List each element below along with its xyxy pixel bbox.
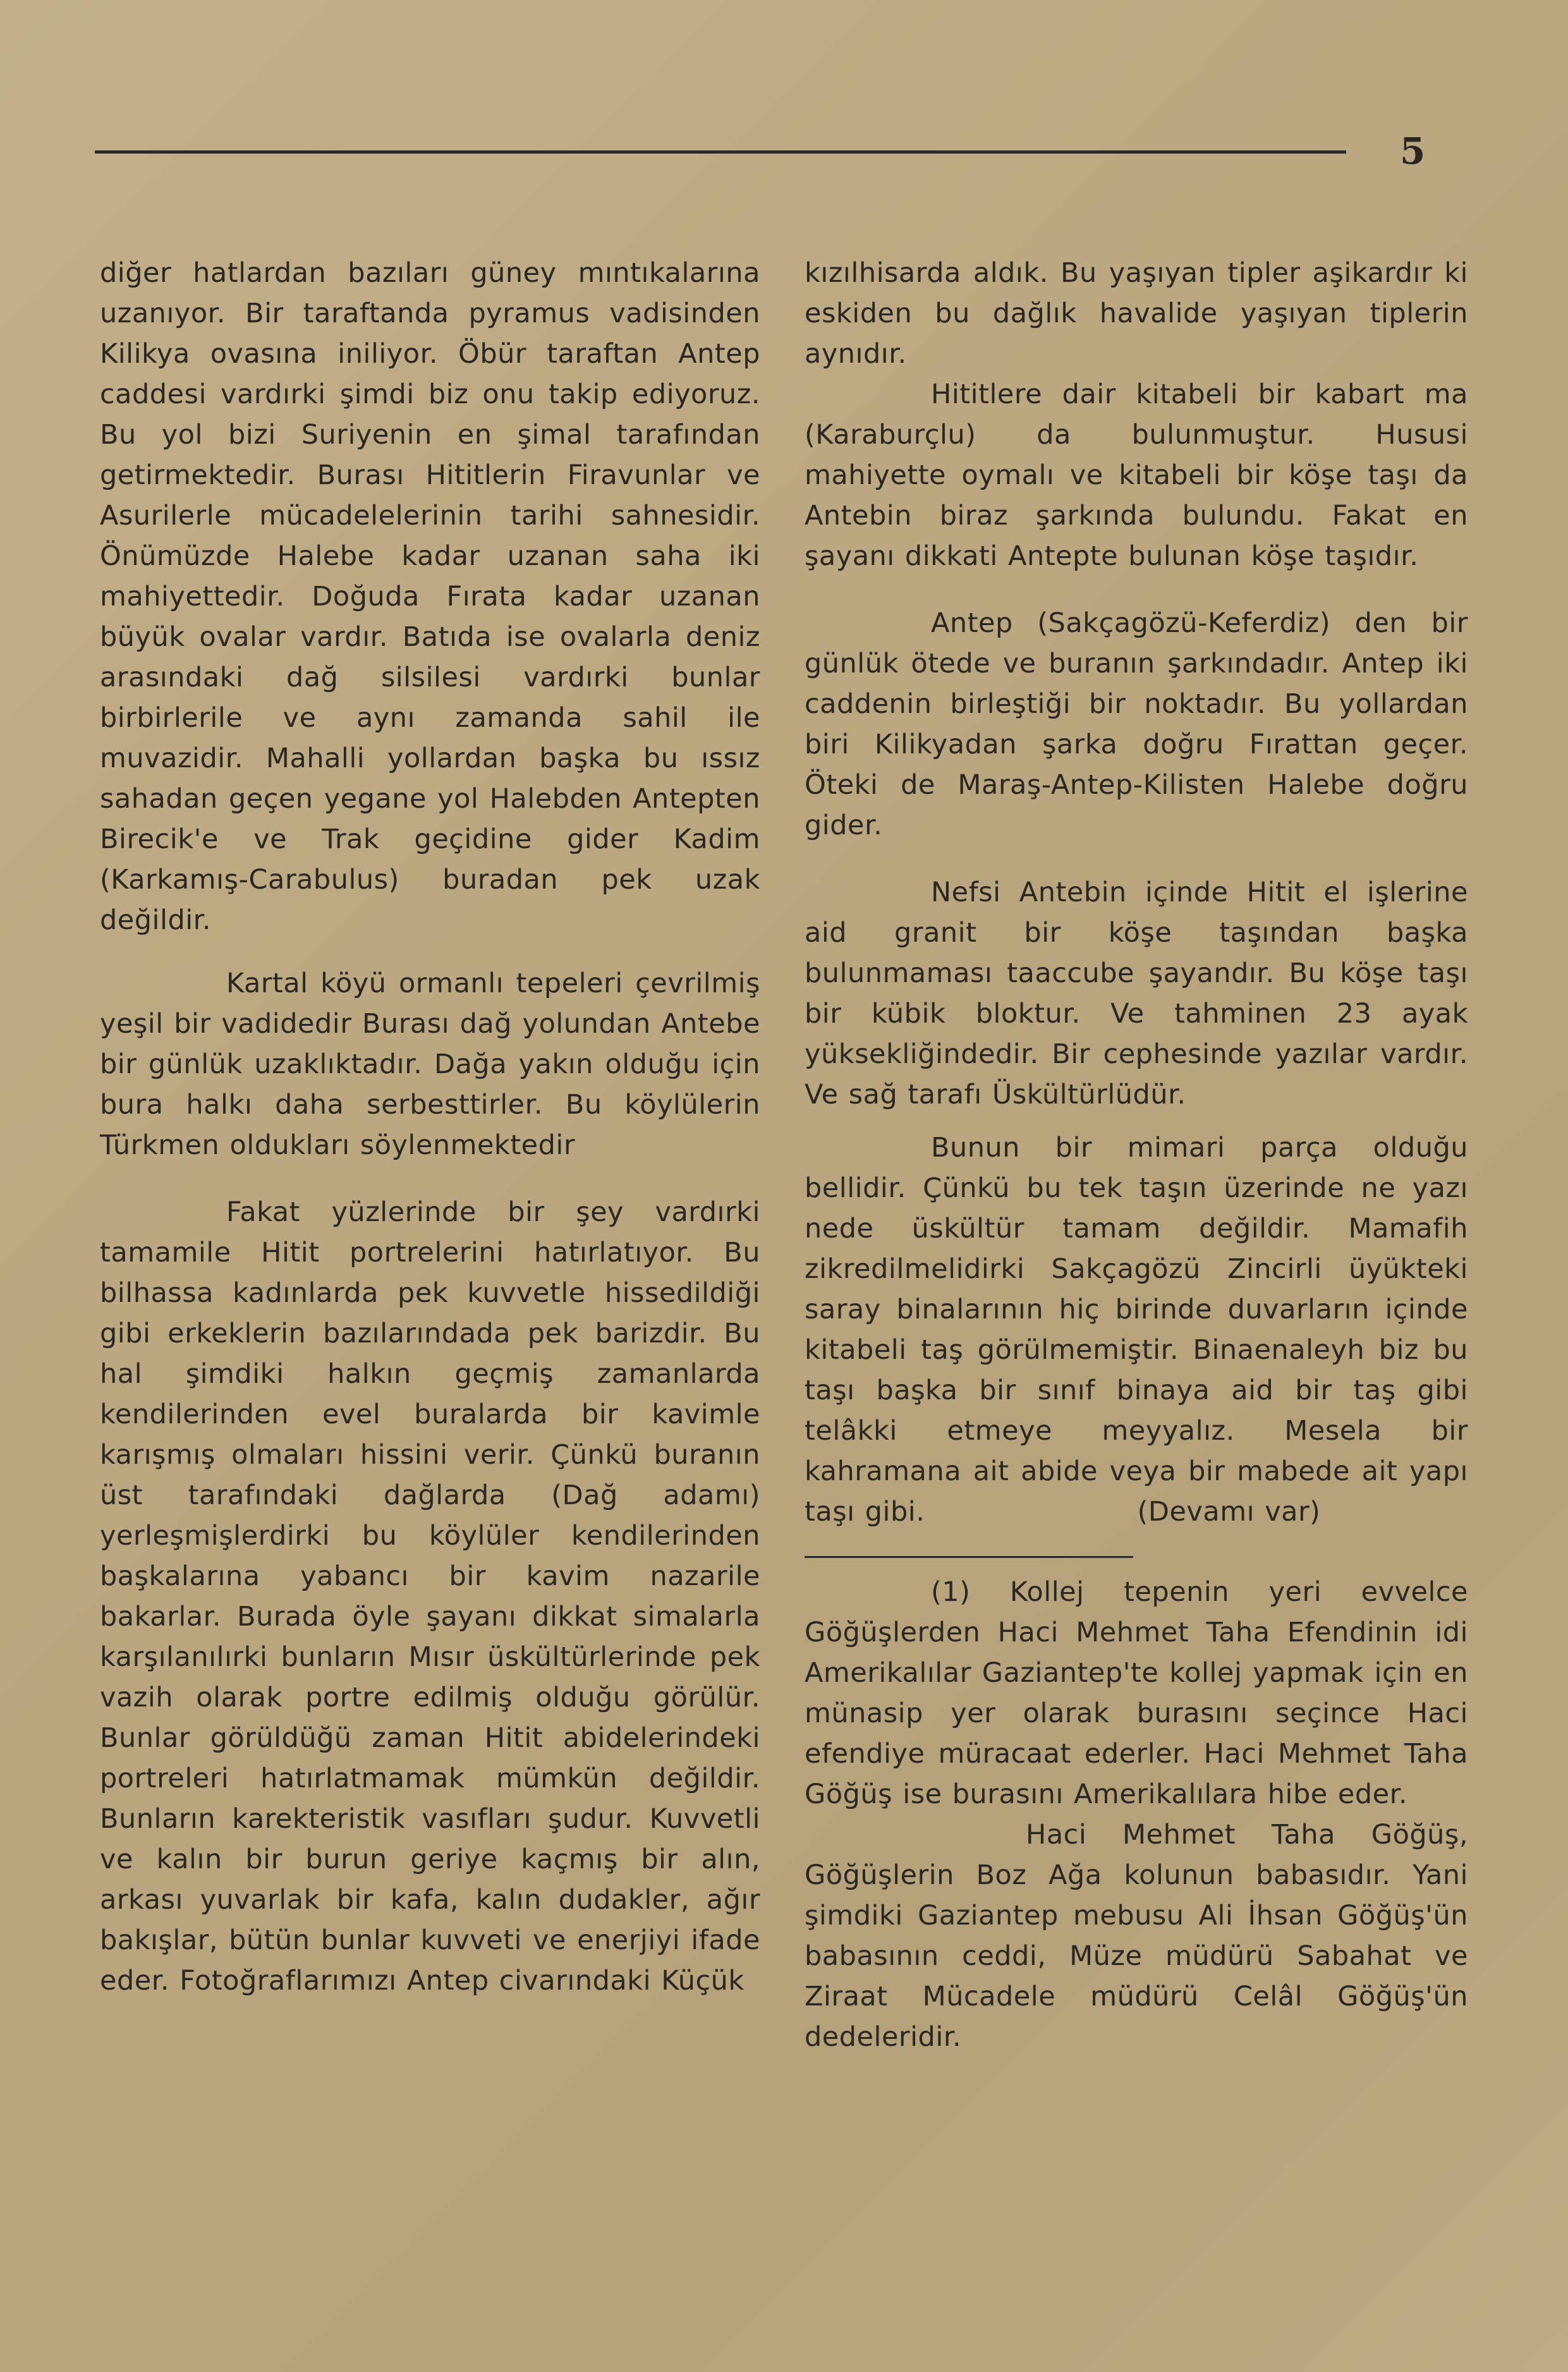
footnote-signature: Haci Mehmet Taha Göğüş, Göğüşlerin Boz Ağa kolunun babasıdır. Yani şimdiki Gaziantep mebusu Ali İhsan Göğüş'ün babasının ceddi, Müze müdürü Sabahat ve Ziraat Mücadele müdürü Celâl Göğüş'ün dedeleridir. bbox=[805, 1819, 1468, 2053]
paragraph: Nefsi Antebin içinde Hitit el işlerine aid granit bir köşe taşından başka bulunmaması taaccube şayandır. Bu köşe taşı bir kübik bloktur. Ve tahminen 23 ayak yüksekliğindedir. Bir cephesinde yazılar vardır. Ve sağ tarafı Üskültürlüdür. bbox=[805, 877, 1468, 1110]
paragraph: kızılhisarda aldık. Bu yaşıyan tipler aşikardır ki eskiden bu dağlık havalide yaşıyan tiplerin aynıdır. bbox=[805, 257, 1468, 370]
paragraph: diğer hatlardan bazıları güney mıntıkalarına uzanıyor. Bir taraftanda pyramus vadisinden Kilikya ovasına iniliyor. Öbür taraftan Antep caddesi vardırki şimdi biz onu takip ediyoruz. Bu yol bizi Suriyenin en şimal tarafından getirmektedir. Burası Hititlerin Firavunlar ve Asurilerle mücadelelerinin tarihi sahnesidir. Önümüzde Halebe kadar uzanan saha iki mahiyettedir. Doğuda Fırata kadar uzanan büyük ovalar vardır. Batıda ise ovalarla deniz arasındaki dağ silsilesi vardırki bunlar birbirlerile ve aynı zamanda sahil ile muvazidir. Mahalli yollardan başka bu ıssız sahadan geçen yegane yol Halebden Antepten Birecik'e ve Trak geçidine gider Kadim (Karkamış-Carabulus) buradan pek uzak değildir. bbox=[100, 257, 760, 936]
footnote: (1) Kollej tepenin yeri evvelce Göğüşlerden Haci Mehmet Taha Efendinin idi Amerikalılar Gaziantep'te kollej yapmak için en münasip yer olarak burasını seçince Haci efendiye müracaat ederler. Haci Mehmet Taha Göğüş ise burasını Amerikalılara hibe eder. bbox=[805, 1576, 1468, 1810]
page-number: 5 bbox=[1400, 130, 1426, 173]
right-column bbox=[805, 253, 1468, 2057]
header-rule bbox=[95, 150, 1346, 154]
paragraph: Bunun bir mimari parça olduğu bellidir. Çünkü bu tek taşın üzerinde ne yazı nede üskültür tamam değildir. Mamafih zikredilmelidirki Sakçagözü Zincirli üyükteki saray binalarının hiç birinde duvarların içinde kitabeli taş görülmemiştir. Binaenaleyh biz bu taşı başka bir sınıf binaya aid bir taş gibi telâkki etmeye meyyalız. Mesela bir kahramana ait abide veya bir mabede ait yapı taşı gibi. bbox=[805, 1132, 1468, 1528]
left-column bbox=[100, 253, 760, 2001]
continued-note: (Devamı var) bbox=[1137, 1496, 1321, 1528]
paragraph: Hititlere dair kitabeli bir kabart ma (Karaburçlu) da bulunmuştur. Hususi mahiyette oymalı ve kitabeli bir köşe taşı da Antebin biraz şarkında bulundu. Fakat en şayanı dikkati Antepte bulunan köşe taşıdır. bbox=[805, 379, 1468, 572]
paragraph: Fakat yüzlerinde bir şey vardırki tamamile Hitit portrelerini hatırlatıyor. Bu bilhassa kadınlarda pek kuvvetle hissedildiği gibi erkeklerin bazılarındada pek barizdir. Bu hal şimdiki halkın geçmiş zamanlarda kendilerinden evel buralarda bir kavimle karışmış olmaları hissini verir. Çünkü buranın üst tarafındaki dağlarda (Dağ adamı) yerleşmişlerdirki bu köylüler kendilerinden başkalarına yabancı bir kavim nazarile bakarlar. Burada öyle şayanı dikkat simalarla karşılanılırki bunların Mısır üskültürlerinde pek vazih olarak portre edilmiş olduğu görülür. Bunlar görüldüğü zaman Hitit abidelerindeki portreleri hatırlatmamak mümkün değildir. Bunların karekteristik vasıfları şudur. Kuvvetli ve kalın bir burun geriye kaçmış bir alın, arkası yuvarlak bir kafa, kalın dudakler, ağır bakışlar, bütün bunlar kuvveti ve enerjiyi ifade eder. Fotoğraflarımızı Antep civarındaki Küçük bbox=[100, 1196, 760, 1997]
footnote-rule bbox=[805, 1556, 1133, 1558]
paragraph: Kartal köyü ormanlı tepeleri çevrilmiş yeşil bir vadidedir Burası dağ yolundan Antebe bir günlük uzaklıktadır. Dağa yakın olduğu için bura halkı daha serbesttirler. Bu köylülerin Türkmen oldukları söylenmektedir bbox=[100, 968, 760, 1161]
paragraph-with-continuation bbox=[805, 1128, 1468, 1532]
paragraph: Antep (Sakçagözü-Keferdiz) den bir günlük ötede ve buranın şarkındadır. Antep iki caddenin birleştiği bir noktadır. Bu yollardan biri Kilikyadan şarka doğru Fırattan geçer. Öteki de Maraş-Antep-Kilisten Halebe doğru gider. bbox=[805, 607, 1468, 841]
